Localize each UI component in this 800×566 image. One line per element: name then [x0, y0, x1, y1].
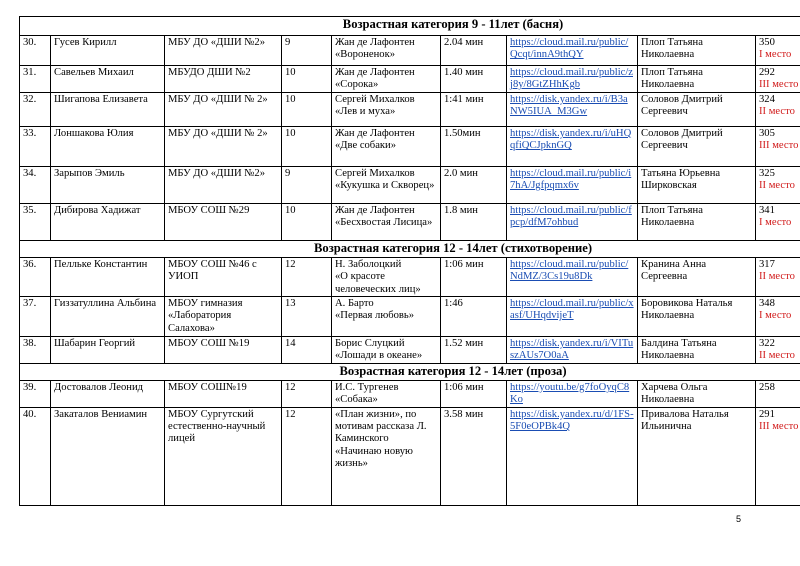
performed-work [332, 126, 441, 166]
teacher-name: Соловов Дмитрий Сергеевич [638, 126, 756, 166]
results-table [19, 16, 800, 506]
performed-work [332, 92, 441, 126]
duration: 1.40 мин [441, 66, 507, 93]
video-link-cell [507, 407, 638, 505]
video-link-cell [507, 166, 638, 203]
work-author: «План жизни», по мотивам рассказа Л. Каминского «Начинаю новую жизнь» [335, 408, 427, 470]
score-cell [756, 166, 800, 203]
place-label: II место [759, 180, 795, 192]
work-title: «Сорока» [335, 79, 379, 91]
performed-work [332, 380, 441, 407]
row-number: 37. [20, 297, 51, 337]
work-title: «Кукушка и Скворец» [335, 180, 435, 192]
participant-name: Дибирова Хадижат [51, 203, 165, 240]
video-link-cell [507, 203, 638, 240]
table-row [20, 126, 800, 166]
duration: 1.50мин [441, 126, 507, 166]
school-name: МБУ ДО «ДШИ № 2» [165, 126, 282, 166]
teacher-name: Боровикова Наталья Николаевна [638, 297, 756, 337]
row-number: 32. [20, 92, 51, 126]
participant-age: 12 [282, 380, 332, 407]
duration: 1.8 мин [441, 203, 507, 240]
work-author: Жан де Лафонтен [335, 204, 415, 216]
score-value: 305 [759, 127, 775, 139]
performed-work [332, 203, 441, 240]
teacher-name: Плоп Татьяна Николаевна [638, 203, 756, 240]
score-cell [756, 257, 800, 296]
school-name: МБОУ СОШ №46 с УИОП [165, 257, 282, 296]
score-value: 317 [759, 258, 775, 270]
place-label: II место [759, 106, 795, 118]
work-title: «Лошади в океане» [335, 350, 423, 362]
school-name: МБОУ Сургутский естественно-научный лицей [165, 407, 282, 505]
work-author: Жан де Лафонтен [335, 37, 415, 48]
table-row [20, 257, 800, 296]
participant-name: Закаталов Вениамин [51, 407, 165, 505]
place-label: I место [759, 310, 792, 322]
participant-name: Гусев Кирилл [51, 36, 165, 66]
school-name: МБУ ДО «ДШИ №2» [165, 36, 282, 66]
participant-name: Савельев Михаил [51, 66, 165, 93]
work-author: Сергей Михалков [335, 93, 415, 105]
score-value: 322 [759, 338, 775, 350]
table-row [20, 337, 800, 364]
category-title: Возрастная категория 12 - 14лет (стихотворение) [20, 240, 800, 257]
teacher-name: Привалова Наталья Ильинична [638, 407, 756, 505]
work-author: Сергей Михалков [335, 167, 415, 179]
school-name: МБУДО ДШИ №2 [165, 66, 282, 93]
score-value: 350 [759, 37, 775, 48]
video-link[interactable]: https://cloud.mail.ru/public/i7hA/Jgfpqmx6v [510, 167, 632, 192]
school-name: МБОУ СОШ №29 [165, 203, 282, 240]
duration: 1:06 мин [441, 257, 507, 296]
video-link[interactable]: https://cloud.mail.ru/public/Qcqt/innA9thQY [510, 37, 629, 61]
school-name: МБОУ СОШ №19 [165, 337, 282, 364]
participant-age: 10 [282, 66, 332, 93]
score-cell [756, 380, 800, 407]
place-label: III место [759, 421, 799, 433]
row-number: 34. [20, 166, 51, 203]
table-row [20, 92, 800, 126]
school-name: МБОУ гимназия «Лаборатория Салахова» [165, 297, 282, 337]
participant-age: 14 [282, 337, 332, 364]
score-cell [756, 203, 800, 240]
category-header-row [20, 17, 800, 36]
video-link-cell [507, 337, 638, 364]
participant-name: Зарыпов Эмиль [51, 166, 165, 203]
row-number: 39. [20, 380, 51, 407]
video-link[interactable]: https://cloud.mail.ru/public/xasf/UHqdvijeT [510, 298, 634, 322]
video-link-cell [507, 380, 638, 407]
table-row [20, 66, 800, 93]
table-row [20, 380, 800, 407]
video-link-cell [507, 126, 638, 166]
teacher-name: Соловов Дмитрий Сергеевич [638, 92, 756, 126]
participant-age: 10 [282, 126, 332, 166]
work-author: А. Барто [335, 298, 374, 310]
score-value: 258 [759, 381, 775, 393]
work-title: «Две собаки» [335, 140, 397, 152]
teacher-name: Харчева Ольга Николаевна [638, 380, 756, 407]
work-title: «О красоте человеческих лиц» [335, 271, 421, 295]
row-number: 38. [20, 337, 51, 364]
work-author: Жан де Лафонтен [335, 127, 415, 139]
score-cell [756, 36, 800, 66]
video-link[interactable]: https://cloud.mail.ru/public/zj8y/8GtZHhKgb [510, 67, 633, 91]
place-label: II место [759, 271, 795, 283]
teacher-name: Плоп Татьяна Николаевна [638, 66, 756, 93]
performed-work [332, 337, 441, 364]
school-name: МБОУ СОШ№19 [165, 380, 282, 407]
duration: 3.58 мин [441, 407, 507, 505]
work-title: «Первая любовь» [335, 310, 415, 322]
score-value: 325 [759, 167, 775, 179]
participant-age: 10 [282, 203, 332, 240]
video-link[interactable]: https://disk.yandex.ru/d/1FS-5F0eOPBk4Q [510, 408, 634, 433]
row-number: 36. [20, 257, 51, 296]
video-link-cell [507, 92, 638, 126]
score-value: 291 [759, 408, 775, 420]
performed-work [332, 166, 441, 203]
performed-work [332, 407, 441, 505]
score-value: 324 [759, 93, 775, 105]
work-author: Жан де Лафонтен [335, 67, 415, 78]
work-author: И.С. Тургенев [335, 381, 399, 393]
video-link[interactable]: https://disk.yandex.ru/i/uHQqfiQCJpknGQ [510, 127, 632, 152]
table-row [20, 36, 800, 66]
duration: 2.04 мин [441, 36, 507, 66]
place-label: III место [759, 140, 799, 152]
results-table-body [20, 17, 800, 506]
score-cell [756, 407, 800, 505]
score-cell [756, 297, 800, 337]
teacher-name: Татьяна Юрьевна Ширковская [638, 166, 756, 203]
table-row [20, 297, 800, 337]
performed-work [332, 66, 441, 93]
score-cell [756, 337, 800, 364]
category-header-row [20, 240, 800, 257]
video-link-cell [507, 257, 638, 296]
score-cell [756, 66, 800, 93]
video-link[interactable]: https://disk.yandex.ru/i/VITuszAUs7O0aA [510, 338, 634, 362]
score-value: 348 [759, 298, 775, 310]
teacher-name: Балдина Татьяна Николаевна [638, 337, 756, 364]
score-value: 341 [759, 204, 775, 216]
work-title: «Лев и муха» [335, 106, 396, 118]
video-link-cell [507, 66, 638, 93]
performed-work [332, 36, 441, 66]
duration: 1:46 [441, 297, 507, 337]
video-link[interactable]: https://disk.yandex.ru/i/B3aNW5IUA_M3Gw [510, 93, 628, 118]
participant-age: 12 [282, 257, 332, 296]
row-number: 31. [20, 66, 51, 93]
category-header-row [20, 363, 800, 380]
video-link-cell [507, 297, 638, 337]
table-row [20, 407, 800, 505]
duration: 1:41 мин [441, 92, 507, 126]
work-author: Н. Заболоцкий [335, 258, 402, 270]
participant-name: Лоншакова Юлия [51, 126, 165, 166]
place-label: III место [759, 79, 799, 91]
work-title: «Собака» [335, 394, 378, 406]
participant-name: Шабарин Георгий [51, 337, 165, 364]
participant-name: Гиззатуллина Альбина [51, 297, 165, 337]
score-cell [756, 126, 800, 166]
participant-age: 9 [282, 166, 332, 203]
place-label: II место [759, 350, 795, 362]
video-link[interactable]: https://youtu.be/g7foOyqC8Ko [510, 381, 630, 406]
place-label: I место [759, 49, 792, 61]
place-label: I место [759, 217, 792, 229]
teacher-name: Плоп Татьяна Николаевна [638, 36, 756, 66]
work-author: Борис Слуцкий [335, 338, 405, 350]
school-name: МБУ ДО «ДШИ №2» [165, 166, 282, 203]
work-title: «Бесхвостая Лисица» [335, 217, 433, 229]
school-name: МБУ ДО «ДШИ № 2» [165, 92, 282, 126]
category-title: Возрастная категория 9 - 11лет (басня) [20, 17, 800, 36]
page-number: 5 [736, 514, 742, 524]
row-number: 33. [20, 126, 51, 166]
duration: 1:06 мин [441, 380, 507, 407]
participant-name: Достовалов Леонид [51, 380, 165, 407]
table-row [20, 166, 800, 203]
participant-age: 12 [282, 407, 332, 505]
participant-age: 13 [282, 297, 332, 337]
video-link[interactable]: https://cloud.mail.ru/public/fpcp/dfM7ohbud [510, 204, 632, 229]
work-title: «Вороненок» [335, 49, 396, 61]
row-number: 40. [20, 407, 51, 505]
score-value: 292 [759, 67, 775, 78]
duration: 2.0 мин [441, 166, 507, 203]
video-link[interactable]: https://cloud.mail.ru/public/NdMZ/3Cs19u8Dk [510, 258, 629, 283]
row-number: 35. [20, 203, 51, 240]
performed-work [332, 297, 441, 337]
participant-name: Шигапова Елизавета [51, 92, 165, 126]
participant-age: 10 [282, 92, 332, 126]
participant-name: Пелльке Константин [51, 257, 165, 296]
duration: 1.52 мин [441, 337, 507, 364]
video-link-cell [507, 36, 638, 66]
participant-age: 9 [282, 36, 332, 66]
score-cell [756, 92, 800, 126]
teacher-name: Кранина Анна Сергеевна [638, 257, 756, 296]
performed-work [332, 257, 441, 296]
table-row [20, 203, 800, 240]
row-number: 30. [20, 36, 51, 66]
category-title: Возрастная категория 12 - 14лет (проза) [20, 363, 800, 380]
